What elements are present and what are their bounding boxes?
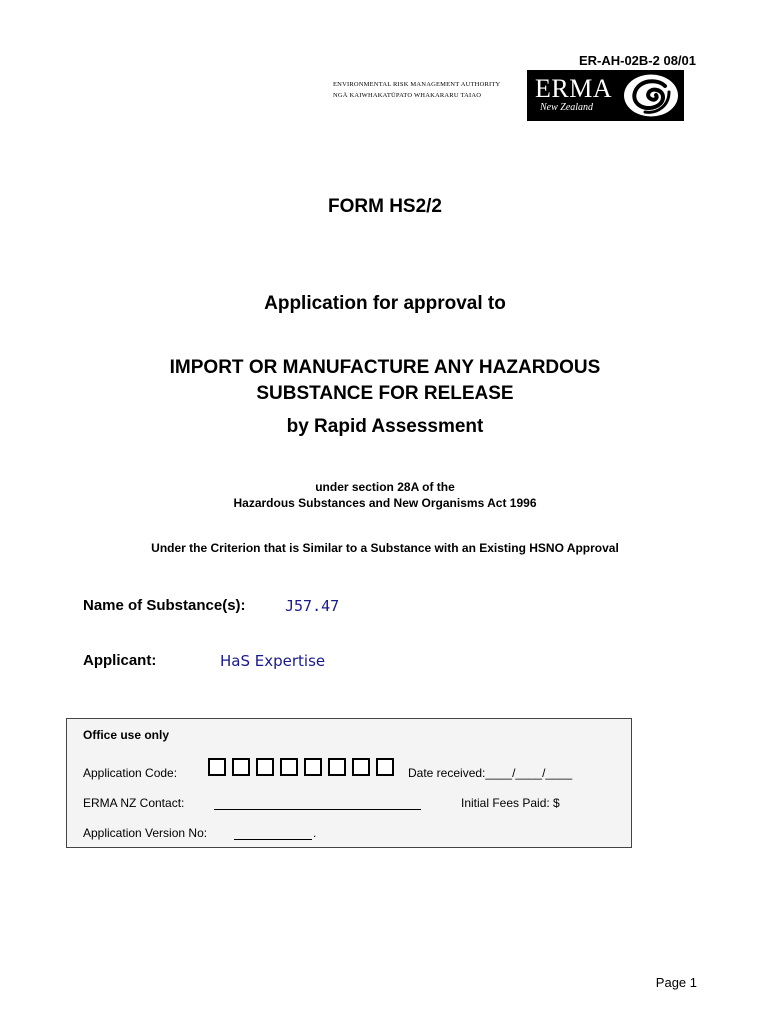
applicant-label: Applicant:: [83, 652, 157, 669]
date-received-field[interactable]: Date received:____/____/____: [408, 766, 573, 780]
office-use-title: Office use only: [83, 728, 170, 742]
initial-fees-field[interactable]: Initial Fees Paid: $: [461, 796, 560, 810]
authority-name-maori: NGĀ KAIWHAKATŪPATO WHAKARARU TAIAO: [333, 92, 482, 99]
substance-name-field[interactable]: J57.47: [285, 597, 340, 615]
erma-contact-label: ERMA NZ Contact:: [83, 796, 185, 810]
version-number-field[interactable]: [234, 839, 312, 840]
criterion-statement: Under the Criterion that is Similar to a Substance with an Existing HSNO Approval: [151, 541, 619, 555]
application-code-box[interactable]: [232, 758, 250, 776]
office-use-box: [66, 718, 632, 848]
authority-name-english: ENVIRONMENTAL RISK MANAGEMENT AUTHORITY: [333, 81, 501, 88]
application-code-boxes: [208, 758, 394, 776]
application-code-box[interactable]: [280, 758, 298, 776]
application-code-box[interactable]: [376, 758, 394, 776]
logo-subtitle: New Zealand: [540, 102, 594, 113]
rapid-assessment-heading: by Rapid Assessment: [286, 416, 484, 437]
substance-label: Name of Substance(s):: [83, 597, 246, 614]
main-heading-line-1: IMPORT OR MANUFACTURE ANY HAZARDOUS: [169, 357, 601, 378]
form-title: FORM HS2/2: [327, 196, 443, 217]
document-code: ER-AH-02B-2 08/01: [578, 53, 696, 68]
page-number: Page 1: [655, 975, 697, 990]
version-suffix: .: [313, 826, 317, 840]
erma-logo: [527, 70, 684, 121]
main-heading-line-2: SUBSTANCE FOR RELEASE: [256, 383, 514, 404]
application-code-box[interactable]: [328, 758, 346, 776]
legal-section-line-1: under section 28A of the: [315, 480, 455, 494]
application-code-box[interactable]: [304, 758, 322, 776]
version-label: Application Version No:: [83, 826, 208, 840]
applicant-field[interactable]: HaS Expertise: [220, 652, 326, 670]
authority-name: [333, 79, 500, 101]
application-heading: Application for approval to: [264, 293, 506, 314]
application-code-box[interactable]: [208, 758, 226, 776]
koru-swirl-icon: [621, 72, 681, 119]
erma-contact-field[interactable]: [214, 809, 421, 810]
application-code-box[interactable]: [256, 758, 274, 776]
application-code-label: Application Code:: [83, 766, 178, 780]
logo-wordmark: ERMA: [535, 74, 613, 103]
application-code-box[interactable]: [352, 758, 370, 776]
legal-section-line-2: Hazardous Substances and New Organisms Act 1996: [233, 496, 537, 510]
